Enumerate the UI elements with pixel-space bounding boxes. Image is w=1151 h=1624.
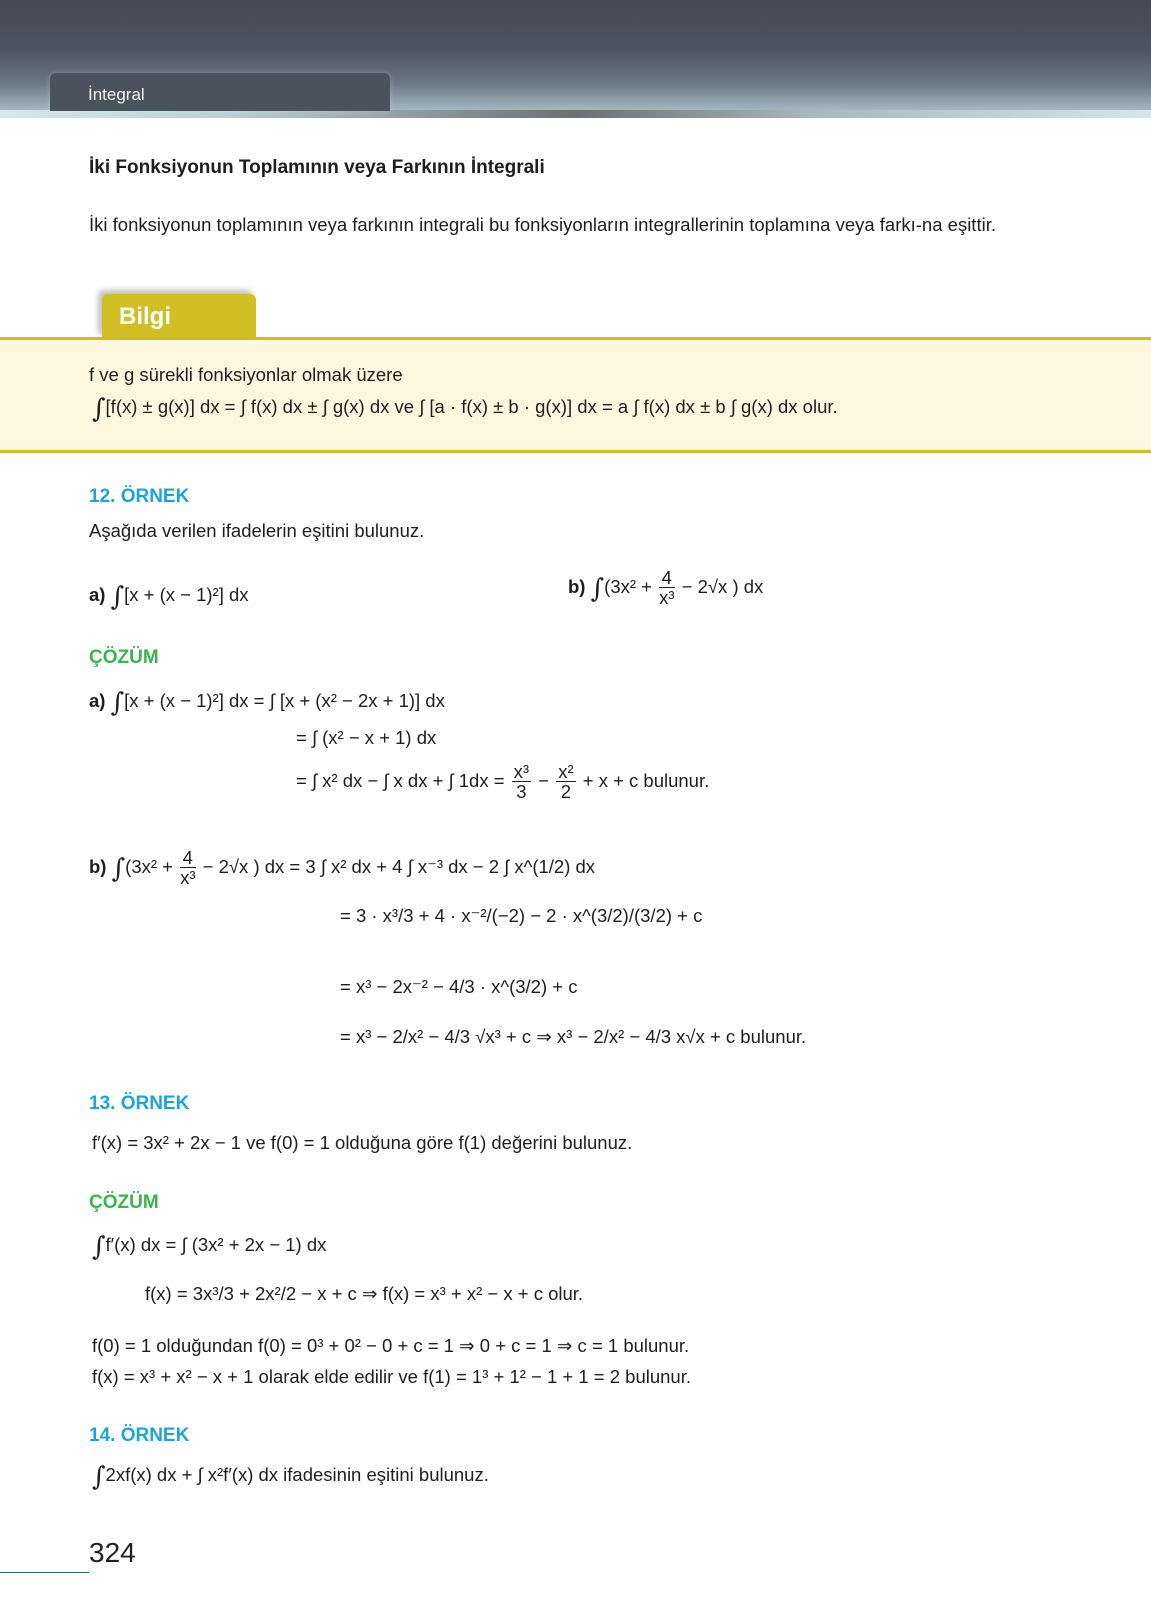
info-tab-label: Bilgi [119, 303, 171, 330]
solution-12b-line-1: b) ∫(3x² + $\frac{4}{\text{x³}}$ − 2√x ) dx = 3 ∫ x² dx + 4 ∫ x⁻³ dx − 2 ∫ x^(1/2) dx [89, 847, 596, 889]
solution-12a-line-1: a) ∫[x + (x − 1)²] dx = ∫ [x + (x² − 2x + 1)] dx [89, 688, 445, 718]
solution-12b-line-2: = 3 · x³/3 + 4 · x⁻²/(−2) − 2 · x^(3/2)/(3/2) + c [340, 905, 703, 926]
solution-12b-line-3: = x³ − 2x⁻² − 4/3 · x^(3/2) + c [340, 976, 578, 997]
solution-12a-line-3: = ∫ x² dx − ∫ x dx + ∫ 1dx = $\frac{\text{x³}}{3}$ − $\frac{\text{x²}}{2}$ + x + c bulunur. [296, 761, 710, 803]
integral-sign-icon: ∫ [110, 688, 125, 718]
section-title: İki Fonksiyonun Toplamının veya Farkının İntegrali [89, 157, 545, 178]
header-divider-band [0, 110, 1151, 118]
info-formula: ∫[f(x) ± g(x)] dx = ∫ f(x) dx ± ∫ g(x) dx ve ∫ [a · f(x) ± b · g(x)] dx = a ∫ f(x) dx ± b ∫ g(x) dx olur. [92, 394, 838, 424]
solution-12b-line-4: = x³ − 2/x² − 4/3 √x³ + c ⇒ x³ − 2/x² − 4/3 x√x + c bulunur. [340, 1026, 807, 1047]
example-14-prompt: ∫2xf(x) dx + ∫ x²f′(x) dx ifadesinin eşitini bulunuz. [92, 1462, 489, 1492]
info-tab [102, 294, 256, 338]
chapter-title: İntegral [88, 85, 145, 104]
integral-sign-icon: ∫ [92, 1462, 106, 1492]
example-12-title: 12. ÖRNEK [89, 486, 190, 507]
fraction: $\frac{4}{\text{x³}}$ [659, 567, 675, 609]
solution-13-line-4: f(x) = x³ + x² − x + 1 olarak elde edilir ve f(1) = 1³ + 1² − 1 + 1 = 2 bulunur. [92, 1366, 691, 1387]
page-number: 324 [89, 1537, 136, 1568]
example-12-prompt: Aşağıda verilen ifadelerin eşitini bulunuz. [89, 520, 425, 541]
solution-12a-line-2: = ∫ (x² − x + 1) dx [296, 727, 437, 748]
integral-sign-icon: ∫ [111, 853, 126, 884]
example-13-prompt: f′(x) = 3x² + 2x − 1 ve f(0) = 1 olduğuna göre f(1) değerini bulunuz. [92, 1132, 633, 1153]
example-14-title: 14. ÖRNEK [89, 1425, 190, 1446]
solution-13-title: ÇÖZÜM [89, 1192, 159, 1213]
solution-13-line-2: f(x) = 3x³/3 + 2x²/2 − x + c ⇒ f(x) = x³ + x² − x + c olur. [145, 1283, 584, 1304]
solution-12-title: ÇÖZÜM [89, 647, 159, 668]
example-12-part-a: a) ∫[x + (x − 1)²] dx [89, 582, 249, 612]
solution-13-line-3: f(0) = 1 olduğundan f(0) = 0³ + 0² − 0 + c = 1 ⇒ 0 + c = 1 ⇒ c = 1 bulunur. [92, 1335, 690, 1356]
solution-13-line-1: ∫f′(x) dx = ∫ (3x² + 2x − 1) dx [92, 1232, 327, 1262]
page-number-rule [0, 1572, 89, 1573]
integral-sign-icon: ∫ [110, 582, 125, 612]
integral-sign-icon: ∫ [92, 394, 106, 424]
chapter-tab [50, 73, 390, 111]
integral-sign-icon: ∫ [590, 573, 605, 604]
info-line-1: f ve g sürekli fonksiyonlar olmak üzere [89, 364, 403, 385]
integral-sign-icon: ∫ [92, 1232, 106, 1262]
section-paragraph: İki fonksiyonun toplamının veya farkının integrali bu fonksiyonların integrallerinin toplamına veya farkı-na eşittir. [89, 214, 996, 235]
example-13-title: 13. ÖRNEK [89, 1093, 190, 1114]
example-12-part-b: b) ∫(3x² + $\frac{4}{\text{x³}}$ − 2√x ) dx [568, 567, 764, 609]
